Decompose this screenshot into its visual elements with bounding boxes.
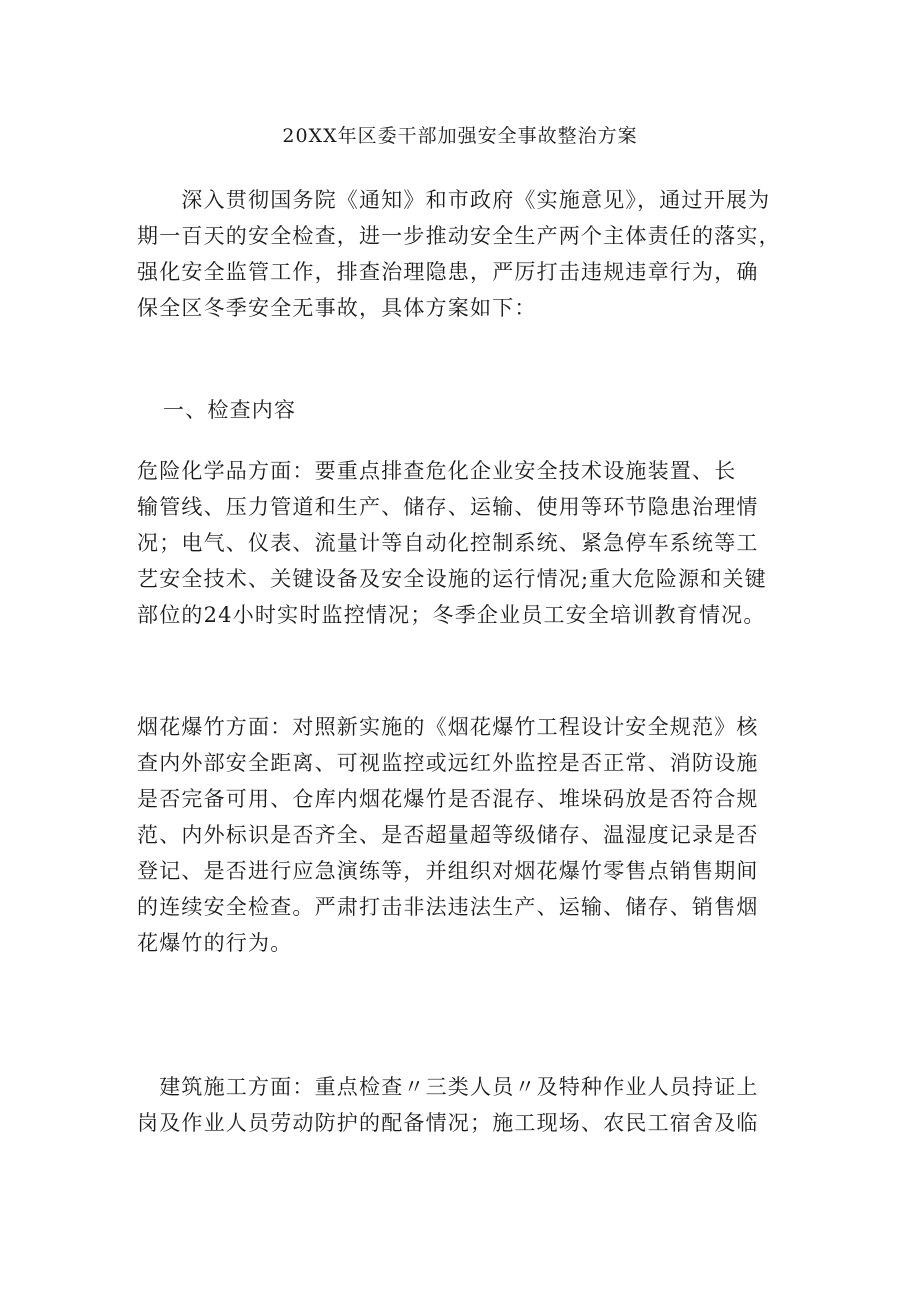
section-heading — [163, 392, 823, 428]
hazchem-paragraph — [137, 453, 797, 633]
fireworks-paragraph — [137, 709, 797, 961]
fireworks-line: 花爆竹的行为。 — [137, 931, 293, 955]
hazchem-line: 部位的24小时实时监控情况；冬季企业员工安全培训教育情况。 — [137, 603, 766, 627]
intro-line: 强化安全监管工作，排查治理隐患，严厉打击违规违章行为，确 — [137, 260, 759, 284]
construction-paragraph — [137, 1069, 797, 1141]
intro-line: 期一百天的安全检查，进一步推动安全生产两个主体责任的落实， — [137, 224, 781, 248]
fireworks-line: 的连续安全检查。严肃打击非法违法生产、运输、储存、销售烟 — [137, 895, 759, 919]
section-heading-text: 一、检查内容 — [163, 398, 297, 422]
intro-line: 保全区冬季安全无事故，具体方案如下： — [137, 296, 537, 320]
hazchem-line: 况；电气、仪表、流量计等自动化控制系统、紧急停车系统等工 — [137, 531, 759, 555]
construction-line: 岗及作业人员劳动防护的配备情况；施工现场、农民工宿舍及临 — [137, 1111, 759, 1135]
fireworks-line: 范、内外标识是否齐全、是否超量超等级储存、温湿度记录是否 — [137, 823, 759, 847]
intro-line: 深入贯彻国务院《通知》和市政府《实施意见》，通过开展为 — [137, 188, 771, 212]
fireworks-line: 是否完备可用、仓库内烟花爆竹是否混存、堆垛码放是否符合规 — [137, 787, 759, 811]
hazchem-line: 输管线、压力管道和生产、储存、运输、使用等环节隐患治理情 — [137, 495, 759, 519]
fireworks-line: 烟花爆竹方面：对照新实施的《烟花爆竹工程设计安全规范》核 — [137, 715, 759, 739]
fireworks-line: 登记、是否进行应急演练等，并组织对烟花爆竹零售点销售期间 — [137, 859, 759, 883]
fireworks-line: 查内外部安全距离、可视监控或远红外监控是否正常、消防设施 — [137, 751, 759, 775]
document-title: 20XX年区委干部加强安全事故整治方案 — [282, 125, 638, 147]
construction-line: 建筑施工方面：重点检查〃三类人员〃及特种作业人员持证上 — [137, 1075, 759, 1099]
hazchem-line: 危险化学品方面：要重点排查危化企业安全技术设施装置、长 — [137, 459, 737, 483]
intro-paragraph — [137, 182, 797, 326]
hazchem-line: 艺安全技术、关键设备及安全设施的运行情况;重大危险源和关键 — [137, 567, 767, 591]
